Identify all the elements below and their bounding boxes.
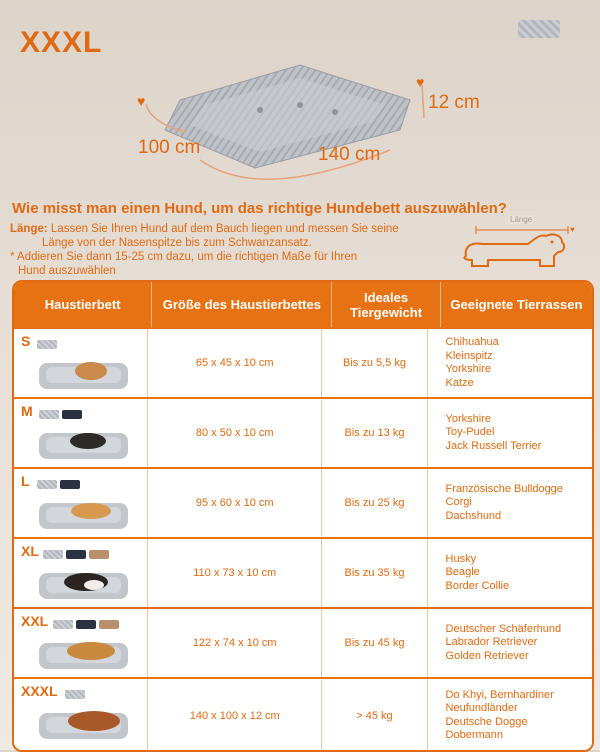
size-label: S: [21, 333, 31, 349]
dimension-length: 140 cm: [318, 144, 381, 165]
bed-with-dog-image: [36, 561, 131, 603]
bed-with-dog-image: [36, 491, 131, 533]
size-label: L: [21, 473, 30, 489]
breed: Katze: [445, 376, 474, 389]
bed-with-dog-image: [36, 631, 131, 673]
length-text-2: Länge von der Nasenspitze bis zum Schwanzansatz.: [42, 237, 312, 249]
dimensions-cell: 140 x 100 x 12 cm: [148, 679, 322, 752]
color-swatch-grey[interactable]: [53, 620, 73, 629]
breed: Toy-Pudel: [445, 426, 495, 439]
bed-with-dog-image: [36, 701, 131, 743]
breed: Dobermann: [445, 729, 503, 741]
color-swatch-grey[interactable]: [43, 550, 63, 559]
size-label: XXL: [21, 613, 49, 629]
breed: Deutsche Dogge: [445, 715, 528, 728]
breed: Border Collie: [445, 579, 510, 592]
table-row: [14, 397, 592, 467]
dog-length-label: Länge: [510, 215, 533, 224]
bed-with-dog-image: [36, 351, 131, 393]
breed: Chihuahua: [445, 336, 499, 348]
header-breeds: Geeignete Tierrassen: [450, 297, 583, 312]
breed: Dachshund: [445, 509, 502, 522]
length-label: Länge:: [10, 223, 48, 235]
breed: Do Khyi, Bernhardiner: [445, 688, 554, 701]
dog-measure-icon: [458, 216, 580, 278]
add-text-1: * Addieren Sie dann 15-25 cm dazu, um die richtigen Maße für Ihren: [10, 251, 358, 263]
table-row: [14, 677, 592, 752]
dimension-height: 12 cm: [428, 92, 480, 113]
breeds-cell: [428, 679, 592, 752]
measure-instructions: [10, 222, 420, 278]
length-text-1: Lassen Sie Ihren Hund auf dem Bauch liegen und messen Sie seine: [50, 223, 399, 235]
weight-cell: > 45 kg: [322, 679, 427, 752]
table-row: [14, 537, 592, 607]
table-header: [14, 282, 592, 327]
color-swatch-navy[interactable]: [60, 480, 80, 489]
breeds-cell: [428, 609, 592, 677]
weight-cell: Bis zu 13 kg: [322, 399, 427, 467]
table-row: [14, 327, 592, 397]
breed: Corgi: [445, 496, 472, 509]
breed: Beagle: [445, 566, 480, 579]
breed: Französische Bulldogge: [445, 482, 563, 495]
size-label: M: [21, 403, 33, 419]
header-weight: Ideales Tiergewicht: [332, 282, 440, 327]
product-size-title: XXXL: [20, 26, 103, 59]
weight-cell: Bis zu 35 kg: [322, 539, 427, 607]
breeds-cell: [428, 329, 592, 397]
color-swatch-brown[interactable]: [99, 620, 119, 629]
breed: Kleinspitz: [445, 349, 493, 362]
bed-with-dog-image: [36, 421, 131, 463]
breed: Labrador Retriever: [445, 636, 538, 649]
color-swatch-grey[interactable]: [37, 340, 57, 349]
add-text-2: Hund auszuwählen: [18, 265, 116, 277]
heart-icon: ♥: [416, 74, 425, 90]
header-dimensions: Größe des Haustierbettes: [152, 282, 332, 327]
dimension-lines: [0, 0, 600, 200]
breeds-cell: [428, 469, 592, 537]
breed: Husky: [445, 552, 477, 565]
heart-icon: ♥: [137, 93, 146, 109]
table-row: [14, 467, 592, 537]
color-swatch-grey[interactable]: [37, 480, 57, 489]
dimensions-cell: 110 x 73 x 10 cm: [148, 539, 322, 607]
color-swatch-navy[interactable]: [62, 410, 82, 419]
header-bed: Haustierbett: [14, 282, 152, 327]
breed: Yorkshire: [445, 363, 491, 375]
color-swatch-grey[interactable]: [39, 410, 59, 419]
weight-cell: Bis zu 5,5 kg: [322, 329, 427, 397]
dimensions-cell: 95 x 60 x 10 cm: [148, 469, 322, 537]
breed: Deutscher Schäferhund: [445, 622, 562, 635]
dimension-width: 100 cm: [138, 137, 201, 158]
color-swatch-navy[interactable]: [66, 550, 86, 559]
weight-cell: Bis zu 45 kg: [322, 609, 427, 677]
dimensions-cell: 80 x 50 x 10 cm: [148, 399, 322, 467]
svg-text:♥: ♥: [570, 225, 575, 234]
table-row: [14, 607, 592, 677]
color-swatch-brown[interactable]: [89, 550, 109, 559]
color-swatch-navy[interactable]: [76, 620, 96, 629]
breed: Neufundländer: [445, 702, 518, 714]
dimensions-cell: 122 x 74 x 10 cm: [148, 609, 322, 677]
size-table: [12, 280, 594, 752]
measure-question: Wie misst man einen Hund, um das richtige Hundebett auszuwählen?: [12, 200, 507, 217]
breed: Yorkshire: [445, 412, 491, 425]
size-label: XXXL: [21, 683, 58, 699]
breeds-cell: [428, 399, 592, 467]
dimensions-cell: 65 x 45 x 10 cm: [148, 329, 322, 397]
size-label: XL: [21, 543, 39, 559]
breed: Golden Retriever: [445, 649, 529, 662]
weight-cell: Bis zu 25 kg: [322, 469, 427, 537]
breeds-cell: [428, 539, 592, 607]
breed: Jack Russell Terrier: [445, 439, 542, 452]
color-swatch-grey[interactable]: [65, 690, 85, 699]
